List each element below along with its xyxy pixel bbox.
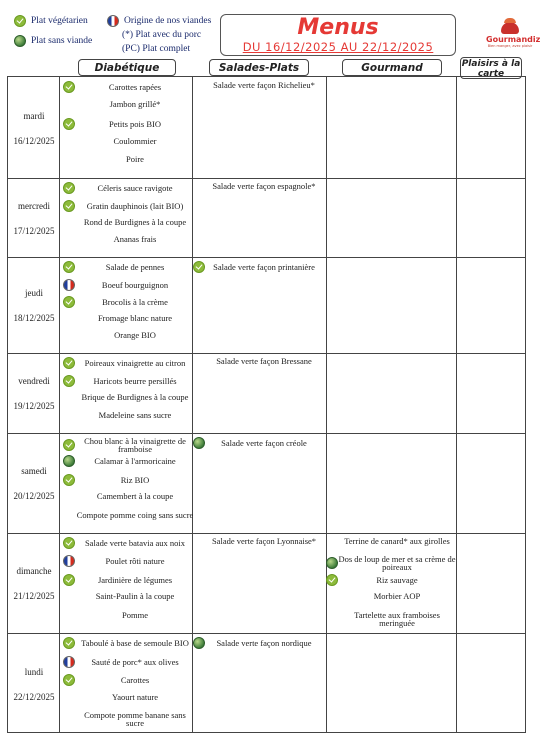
- diabetique-dish: [63, 574, 197, 586]
- salade-plat-dish: [193, 357, 323, 365]
- dish-label: Céleris sauce ravigote: [97, 183, 173, 193]
- dish-label: Salade verte façon créole: [221, 438, 307, 448]
- diabetique-dish: [63, 261, 197, 273]
- icon-slot: [326, 574, 338, 586]
- day-label: [8, 287, 60, 324]
- day-label: [8, 666, 60, 703]
- day-name: dimanche: [16, 566, 52, 576]
- dish-label: Salade verte façon Lyonnaise*: [211, 536, 317, 546]
- column-header-salades: Salades-Plats: [209, 59, 309, 76]
- gourmand-dish: [326, 611, 456, 627]
- page-title: Menus: [297, 15, 379, 40]
- diabetique-dish: [63, 411, 197, 419]
- french-flag-icon: [107, 15, 119, 27]
- diabetique-dish: [63, 674, 197, 686]
- dish-label: Salade verte façon Bressane: [216, 356, 312, 366]
- vegetarian-icon: [63, 375, 75, 387]
- icon-slot: [63, 455, 75, 467]
- dish-label: Tartelette aux framboises meringuée: [354, 609, 440, 628]
- dish-label: Dos de loup de mer et sa crème de poireaux: [338, 554, 456, 573]
- diabetique-dish: [63, 611, 197, 619]
- day-name: vendredi: [18, 376, 50, 386]
- french-flag-icon: [63, 656, 75, 668]
- icon-slot: [63, 537, 75, 549]
- day-label: [8, 375, 60, 412]
- dish-label: Brocolis à la crème: [102, 297, 168, 308]
- chef-hat-icon: [501, 22, 519, 34]
- vegetarian-icon: [63, 182, 75, 194]
- icon-slot: [63, 637, 75, 649]
- legend-middle: [107, 14, 211, 56]
- icon-slot: [63, 81, 75, 93]
- diabetique-dish: [63, 182, 197, 194]
- day-label: [8, 110, 60, 147]
- no-meat-icon: [326, 557, 338, 569]
- menu-grid: [7, 76, 526, 733]
- row-divider: [8, 257, 525, 258]
- diabetique-dish: [63, 693, 197, 701]
- vegetarian-icon: [63, 200, 75, 212]
- icon-slot: [63, 474, 75, 486]
- dish-label: Chou blanc à la vinaigrette de framboise: [84, 436, 186, 454]
- dish-label: Calamar à l'armoricaine: [94, 456, 176, 467]
- legend-pork: (*) Plat avec du porc: [122, 30, 202, 40]
- vegetarian-icon: [63, 537, 75, 549]
- dish-label: Poulet rôti nature: [105, 556, 165, 567]
- diabetique-dish: [63, 711, 197, 727]
- dish-label: Madeleine sans sucre: [98, 410, 172, 420]
- dish-label: Compote pomme coing sans sucre: [76, 509, 194, 520]
- dish-label: Carottes: [120, 675, 150, 686]
- dish-label: Salade verte façon Richelieu*: [213, 80, 315, 90]
- icon-slot: [63, 439, 75, 451]
- diabetique-dish: [63, 100, 197, 108]
- salade-plat-dish: [193, 81, 323, 89]
- dish-label: Orange BIO: [114, 330, 156, 341]
- day-label: [8, 565, 60, 602]
- icon-slot: [63, 574, 75, 586]
- diabetique-dish: [63, 375, 197, 387]
- diabetique-dish: [63, 218, 197, 226]
- dish-label: Saint-Paulin à la coupe: [95, 591, 175, 602]
- day-date: 22/12/2025: [13, 691, 55, 702]
- dish-label: Morbier AOP: [373, 591, 421, 602]
- dish-label: Compote pomme banane sans sucre: [84, 710, 186, 729]
- day-name: mardi: [23, 110, 45, 121]
- diabetique-dish: [63, 437, 197, 453]
- diabetique-dish: [63, 118, 197, 130]
- day-name: jeudi: [25, 288, 43, 298]
- diabetique-dish: [63, 511, 197, 519]
- day-date: 18/12/2025: [13, 313, 55, 323]
- diabetique-dish: [63, 137, 197, 145]
- vegetarian-icon: [63, 81, 75, 93]
- row-divider: [8, 178, 525, 179]
- dish-label: Rond de Burdignes à la coupe: [83, 216, 187, 227]
- diabetique-dish: [63, 331, 197, 339]
- vegetarian-icon: [63, 474, 75, 486]
- date-range: DU 16/12/2025 AU 22/12/2025: [242, 40, 434, 54]
- column-header-gourmand: Gourmand: [342, 59, 442, 76]
- vegetarian-icon: [63, 296, 75, 308]
- dish-label: Poire: [126, 154, 144, 165]
- icon-slot: [193, 261, 205, 273]
- icon-slot: [63, 296, 75, 308]
- diabetique-dish: [63, 235, 197, 243]
- diabetique-dish: [63, 357, 197, 369]
- dish-label: Coulommier: [113, 135, 157, 146]
- dish-label: Yaourt nature: [111, 691, 159, 702]
- gourmand-dish: [326, 537, 456, 545]
- column-header-plaisirs: Plaisirs à la carte: [461, 59, 521, 79]
- dish-label: Riz BIO: [120, 474, 150, 485]
- dish-label: Camembert à la coupe: [96, 491, 174, 502]
- diabetique-dish: [63, 155, 197, 163]
- icon-slot: [63, 656, 75, 668]
- gourmand-dish: [326, 592, 456, 600]
- no-meat-icon: [63, 455, 75, 467]
- day-date: 21/12/2025: [13, 591, 55, 601]
- dish-label: Petits pois BIO: [109, 119, 161, 130]
- dish-label: Boeuf bourguignon: [101, 279, 169, 290]
- icon-slot: [326, 557, 338, 569]
- vegetarian-icon: [14, 15, 26, 27]
- diabetique-dish: [63, 81, 197, 93]
- no-meat-icon: [193, 437, 205, 449]
- icon-slot: [63, 674, 75, 686]
- diabetique-dish: [63, 393, 197, 401]
- salade-plat-dish: [193, 261, 323, 273]
- icon-slot: [193, 437, 205, 449]
- legend-vegetarian: Plat végétarien: [31, 16, 88, 26]
- brand-tagline: Bien manger, avec plaisir: [487, 44, 533, 48]
- dish-label: Brique de Burdignes à la coupe: [81, 392, 189, 402]
- diabetique-dish: [63, 637, 197, 649]
- day-name: samedi: [21, 466, 47, 476]
- diabetique-dish: [63, 555, 197, 567]
- french-flag-icon: [63, 555, 75, 567]
- french-flag-icon: [63, 279, 75, 291]
- vegetarian-icon: [63, 574, 75, 586]
- day-date: 19/12/2025: [13, 401, 55, 411]
- icon-slot: [193, 637, 205, 649]
- icon-slot: [63, 357, 75, 369]
- day-date: 16/12/2025: [13, 135, 55, 146]
- diabetique-dish: [63, 656, 197, 668]
- dish-label: Gratin dauphinois (lait BIO): [86, 200, 184, 211]
- dish-label: Jambon grillé*: [109, 98, 161, 109]
- icon-slot: [63, 118, 75, 130]
- day-name: mercredi: [18, 200, 50, 211]
- dish-label: Salade de pennes: [105, 262, 165, 272]
- icon-slot: [63, 200, 75, 212]
- icon-slot: [63, 182, 75, 194]
- dish-label: Pomme: [122, 609, 148, 620]
- icon-slot: [63, 555, 75, 567]
- diabetique-dish: [63, 455, 197, 467]
- gourmand-dish: [326, 555, 456, 571]
- diabetique-dish: [63, 492, 197, 500]
- salade-plat-dish: [193, 637, 323, 649]
- vegetarian-icon: [63, 674, 75, 686]
- brand-name: Gourmandiz: [486, 35, 541, 44]
- brand-logo: [486, 22, 541, 48]
- vegetarian-icon: [63, 439, 75, 451]
- legend-left: [14, 14, 92, 48]
- row-divider: [8, 353, 525, 354]
- row-divider: [8, 433, 525, 434]
- diabetique-dish: [63, 474, 197, 486]
- diabetique-dish: [63, 200, 197, 212]
- dish-label: Ananas frais: [113, 234, 157, 245]
- salade-plat-dish: [193, 437, 323, 449]
- day-label: [8, 200, 60, 237]
- icon-slot: [63, 279, 75, 291]
- title-box: [220, 14, 456, 56]
- legend-origin: Origine de nos viandes: [124, 16, 212, 26]
- day-name: lundi: [24, 666, 44, 677]
- legend-no-meat: Plat sans viande: [31, 36, 93, 46]
- vegetarian-icon: [63, 357, 75, 369]
- dish-label: Sauté de porc* aux olives: [91, 656, 179, 667]
- dish-label: Fromage blanc nature: [97, 312, 173, 323]
- column-header-diabetique: Diabétique: [78, 59, 176, 76]
- icon-slot: [63, 261, 75, 273]
- day-date: 20/12/2025: [13, 491, 55, 501]
- dish-label: Jardinière de légumes: [97, 574, 173, 585]
- gourmand-dish: [326, 574, 456, 586]
- dish-label: Terrine de canard* aux girolles: [344, 536, 450, 546]
- vegetarian-icon: [193, 261, 205, 273]
- day-label: [8, 465, 60, 502]
- diabetique-dish: [63, 314, 197, 322]
- diabetique-dish: [63, 537, 197, 549]
- vegetarian-icon: [63, 261, 75, 273]
- dish-label: Salade verte façon printanière: [213, 262, 315, 272]
- legend-complete: (PC) Plat complet: [122, 44, 191, 54]
- no-meat-icon: [193, 637, 205, 649]
- dish-label: Salade verte façon espagnole*: [212, 181, 316, 191]
- dish-label: Riz sauvage: [376, 574, 418, 585]
- dish-label: Haricots beurre persillés: [93, 376, 177, 386]
- vegetarian-icon: [63, 118, 75, 130]
- salade-plat-dish: [193, 182, 323, 190]
- dish-label: Salade verte façon nordique: [216, 638, 312, 648]
- row-divider: [8, 633, 525, 634]
- diabetique-dish: [63, 592, 197, 600]
- diabetique-dish: [63, 296, 197, 308]
- day-date: 17/12/2025: [13, 225, 55, 236]
- diabetique-dish: [63, 279, 197, 291]
- icon-slot: [63, 375, 75, 387]
- no-meat-icon: [14, 35, 26, 47]
- dish-label: Carottes rapées: [108, 82, 162, 92]
- row-divider: [8, 533, 525, 534]
- salade-plat-dish: [193, 537, 323, 545]
- vegetarian-icon: [63, 637, 75, 649]
- vegetarian-icon: [326, 574, 338, 586]
- dish-label: Salade verte batavia aux noix: [84, 538, 186, 548]
- dish-label: Poireaux vinaigrette au citron: [84, 358, 186, 368]
- dish-label: Taboulé à base de semoule BIO: [81, 638, 189, 648]
